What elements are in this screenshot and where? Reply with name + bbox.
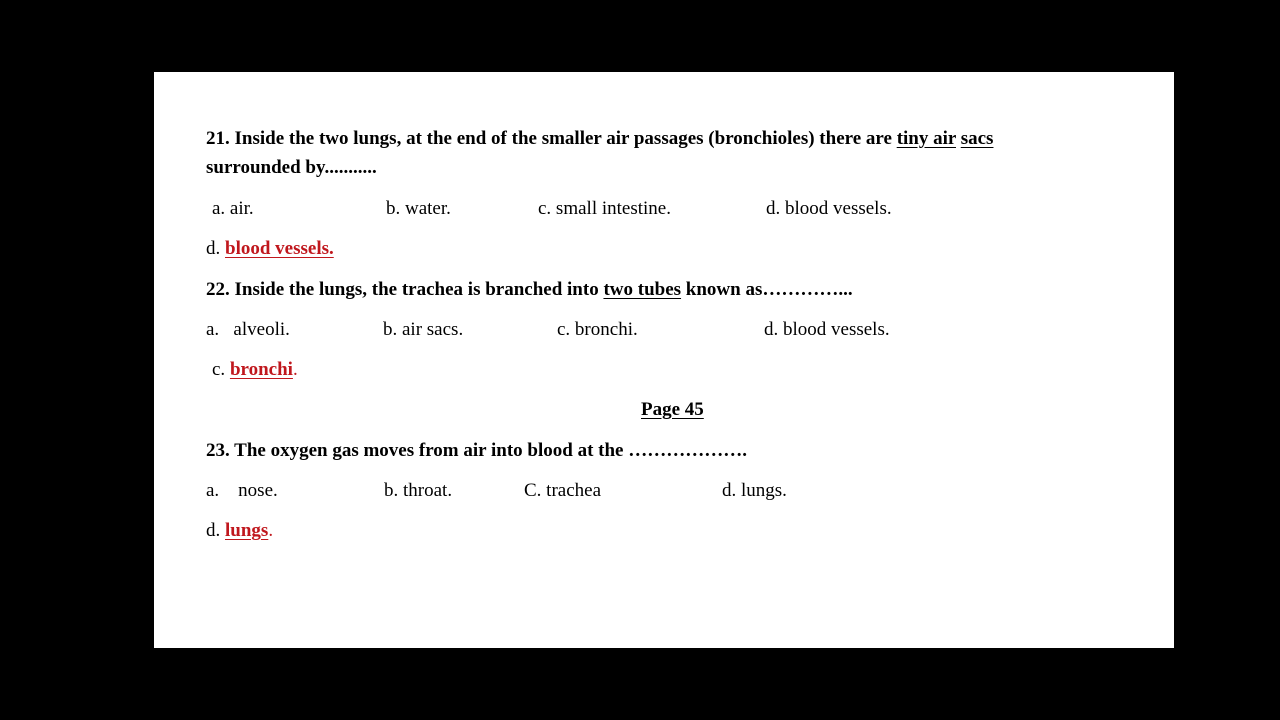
question-23-option-b: b. throat. bbox=[384, 480, 453, 501]
question-22-text: Inside the lungs, the trachea is branched into bbox=[229, 279, 604, 300]
question-21-option-a: a. air. bbox=[212, 198, 254, 219]
question-21-line2: surrounded by........... bbox=[206, 157, 377, 178]
question-21-answer-prefix: d. bbox=[206, 238, 225, 259]
question-22 bbox=[206, 278, 853, 302]
question-23-answer-suffix: . bbox=[268, 520, 274, 541]
question-22-text-after: known as…………... bbox=[681, 279, 853, 300]
question-21-text: Inside the two lungs, at the end of the smaller air passages (bronchioles) there are bbox=[229, 128, 897, 149]
question-21-answer-text: blood vessels. bbox=[225, 238, 334, 259]
question-21-option-b: b. water. bbox=[386, 198, 451, 219]
question-22-option-a: a. alveoli. bbox=[206, 319, 290, 340]
question-21-underline-sacs: sacs bbox=[960, 128, 994, 149]
question-23-answer-prefix: d. bbox=[206, 520, 225, 541]
question-21 bbox=[206, 127, 993, 151]
question-22-option-c: c. bronchi. bbox=[557, 319, 638, 340]
question-23-option-d: d. lungs. bbox=[722, 480, 787, 501]
question-21-underline-tiny-air: tiny air bbox=[896, 128, 956, 149]
question-22-answer-text: bronchi bbox=[229, 359, 293, 380]
question-22-number: 22. bbox=[206, 279, 230, 300]
question-23-answer-text: lungs bbox=[225, 520, 269, 541]
question-22-answer-prefix: c. bbox=[212, 359, 230, 380]
question-23-text: The oxygen gas moves from air into blood at the ………………. bbox=[229, 440, 747, 461]
question-22-answer bbox=[212, 358, 298, 382]
question-22-underline-two-tubes: two tubes bbox=[603, 279, 682, 300]
question-23-option-c: C. trachea bbox=[524, 480, 602, 501]
question-23-number: 23. bbox=[206, 440, 230, 461]
question-23-option-a: a. nose. bbox=[206, 480, 278, 501]
document-page bbox=[154, 72, 1174, 648]
question-21-answer bbox=[206, 237, 334, 261]
question-21-option-d: d. blood vessels. bbox=[766, 198, 892, 219]
question-22-answer-suffix: . bbox=[292, 359, 298, 380]
question-22-option-d: d. blood vessels. bbox=[764, 319, 890, 340]
question-22-option-b: b. air sacs. bbox=[383, 319, 464, 340]
question-21-option-c: c. small intestine. bbox=[538, 198, 671, 219]
question-23 bbox=[206, 439, 747, 463]
page-number-label: Page 45 bbox=[641, 399, 704, 420]
question-21-number: 21. bbox=[206, 128, 230, 149]
question-23-answer bbox=[206, 519, 273, 543]
